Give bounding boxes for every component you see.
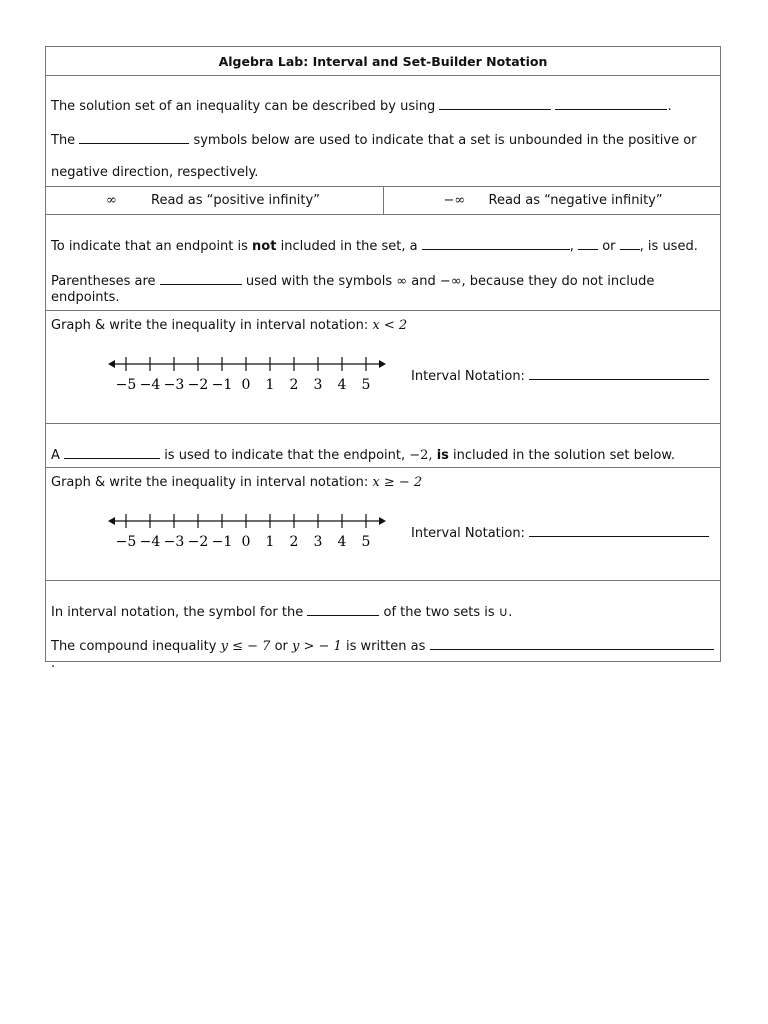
graph-section-1	[46, 311, 720, 424]
intro-line-1: The solution set of an inequality can be described by using .	[51, 99, 672, 114]
blank-symbol-a[interactable]	[578, 237, 598, 250]
endpoint-line: To indicate that an endpoint is not included in the set, a , or , is used.	[51, 239, 698, 254]
negative-infinity-cell: −∞ Read as “negative infinity”	[443, 193, 663, 208]
intro-line-2: The symbols below are used to indicate that a set is unbounded in the positive or	[51, 133, 697, 148]
parentheses-line: Parentheses are used with the symbols ∞ and −∞, because they do not include	[51, 274, 655, 289]
arrow-right-icon	[379, 517, 386, 525]
tick-label: 1	[265, 377, 275, 393]
bracket-section	[46, 424, 720, 468]
blank-compound[interactable]	[430, 637, 714, 650]
intro-section	[46, 76, 720, 187]
tick-label: 3	[313, 534, 323, 550]
tick-label: −3	[163, 534, 185, 550]
blank-interval-1[interactable]	[529, 367, 709, 380]
parentheses-line-2: endpoints.	[51, 290, 120, 305]
tick-label: 0	[241, 534, 251, 550]
tick-label: −5	[115, 534, 137, 550]
arrow-left-icon	[108, 517, 115, 525]
blank-symbol-b[interactable]	[620, 237, 640, 250]
tick-label: −4	[139, 534, 161, 550]
graph-1-prompt: Graph & write the inequality in interval notation: x < 2	[51, 318, 408, 333]
intro-line-3: negative direction, respectively.	[51, 165, 259, 180]
blank-endpoint[interactable]	[422, 237, 570, 250]
tick-label: 2	[289, 377, 299, 393]
tick-label: 4	[337, 377, 347, 393]
blank-1b[interactable]	[555, 97, 667, 110]
arrow-right-icon	[379, 360, 386, 368]
tick-label: 5	[361, 377, 371, 393]
infinity-row	[46, 187, 720, 215]
compound-line: The compound inequality y ≤ − 7 or y > − 1 is written as .	[46, 637, 720, 672]
graph-2-interval: Interval Notation:	[406, 524, 714, 542]
tick-label: −4	[139, 377, 161, 393]
worksheet-title: Algebra Lab: Interval and Set-Builder Notation	[46, 47, 720, 76]
blank-bracket[interactable]	[64, 446, 160, 459]
blank-interval-2[interactable]	[529, 524, 709, 537]
tick-label: 5	[361, 534, 371, 550]
tick-label: −5	[115, 377, 137, 393]
tick-label: 3	[313, 377, 323, 393]
graph-2-prompt: Graph & write the inequality in interval notation: x ≥ − 2	[51, 475, 423, 490]
tick-label: −1	[211, 534, 233, 550]
number-line-1[interactable]	[108, 351, 398, 396]
number-line-2[interactable]	[108, 508, 398, 553]
arrow-left-icon	[108, 360, 115, 368]
tick-label: 1	[265, 534, 275, 550]
union-line: In interval notation, the symbol for the of the two sets is ∪.	[51, 605, 513, 620]
infinity-icon: ∞	[106, 193, 117, 208]
tick-label: 4	[337, 534, 347, 550]
bracket-line: A is used to indicate that the endpoint, −2, is included in the solution set below.	[51, 448, 675, 463]
graph-section-2	[46, 468, 720, 581]
graph-1-interval: Interval Notation:	[406, 367, 714, 385]
negative-infinity-icon: −∞	[443, 193, 466, 208]
tick-label: 2	[289, 534, 299, 550]
tick-label: −2	[187, 534, 209, 550]
tick-label: 0	[241, 377, 251, 393]
positive-infinity-cell: ∞ Read as “positive infinity”	[46, 187, 384, 214]
worksheet	[45, 46, 721, 671]
blank-union[interactable]	[307, 603, 379, 616]
blank-2[interactable]	[79, 131, 189, 144]
tick-label: −1	[211, 377, 233, 393]
union-section	[46, 581, 720, 671]
tick-label: −2	[187, 377, 209, 393]
blank-1a[interactable]	[439, 97, 551, 110]
endpoint-section	[46, 215, 720, 311]
blank-parentheses[interactable]	[160, 272, 242, 285]
number-line-svg[interactable]	[108, 508, 398, 553]
number-line-svg[interactable]	[108, 351, 398, 396]
tick-label: −3	[163, 377, 185, 393]
